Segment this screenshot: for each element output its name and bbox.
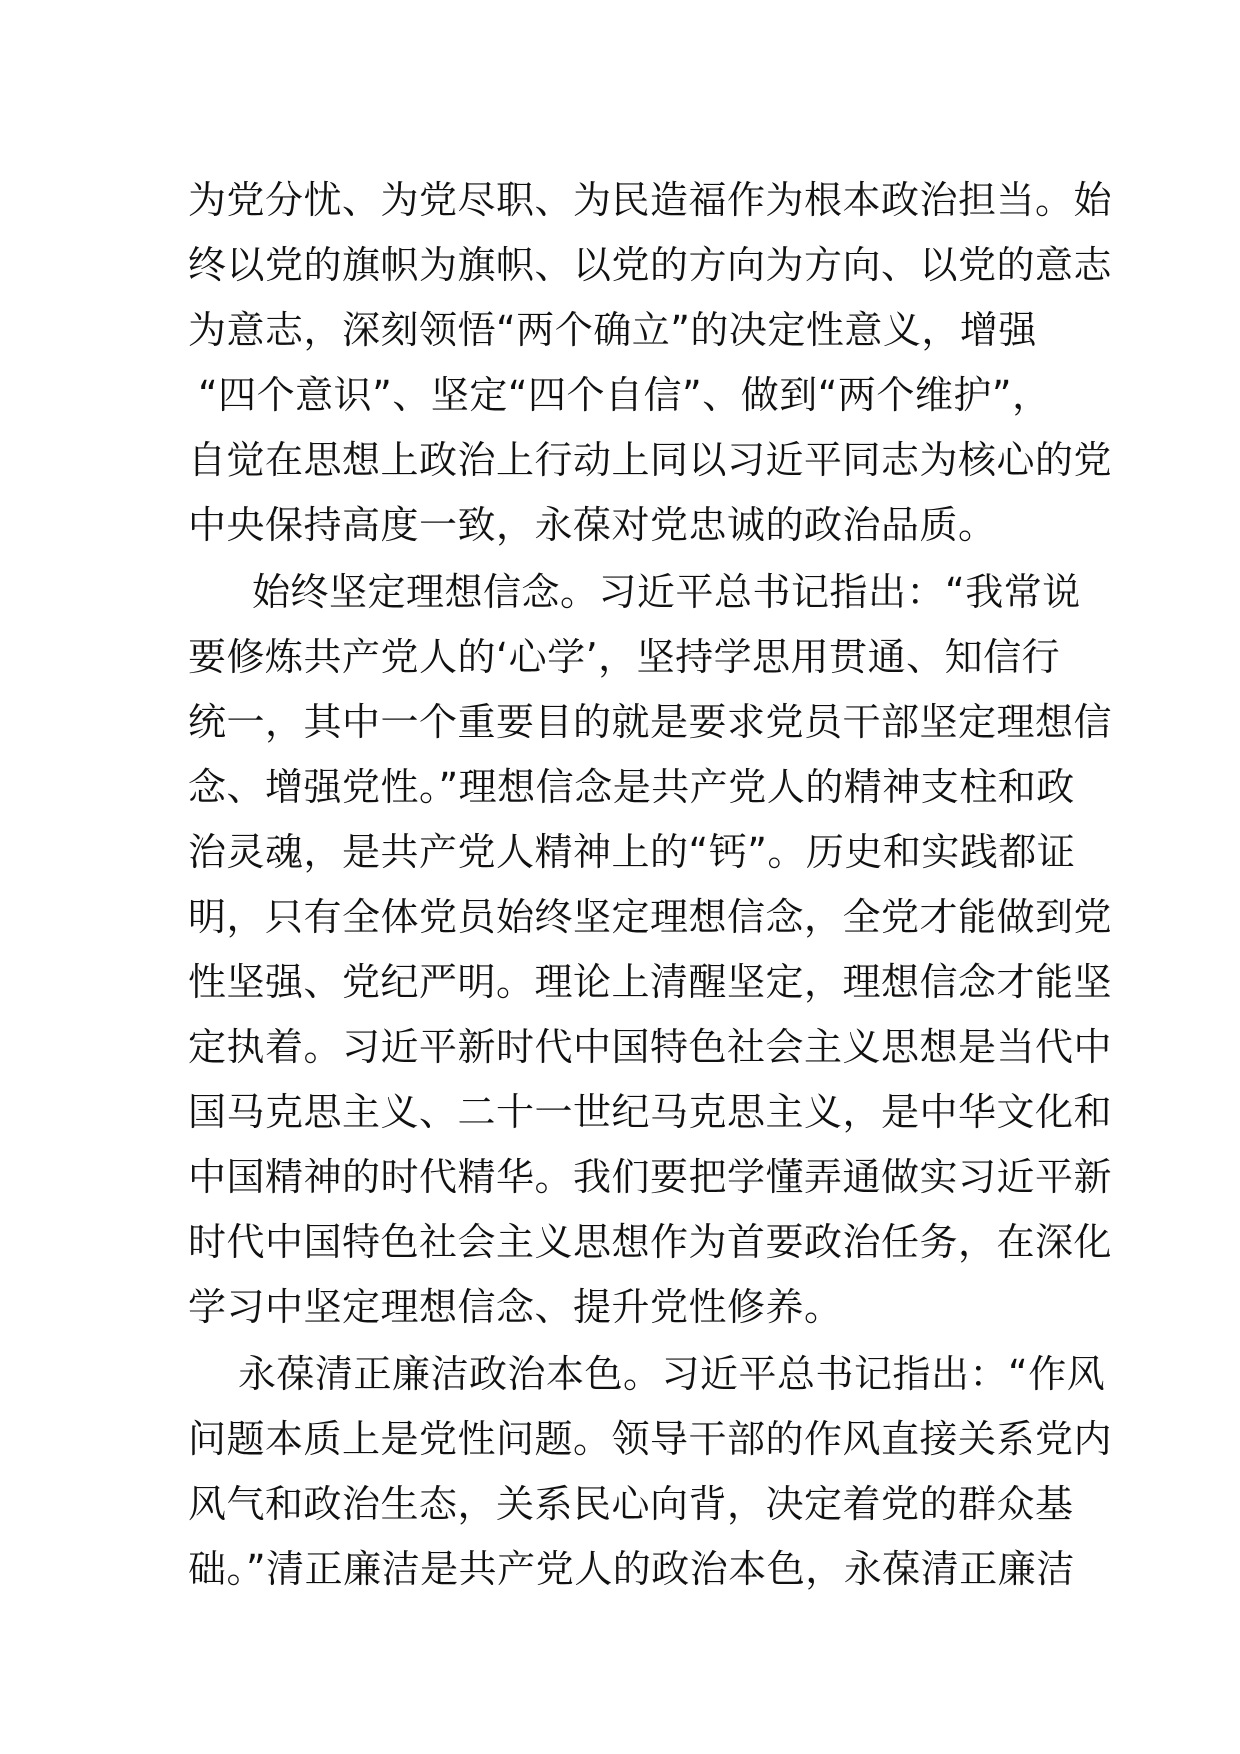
- text-line: 中国精神的时代精华。我们要把学懂弄通做实习近平新: [188, 1155, 1113, 1199]
- text-line: 时代中国特色社会主义思想作为首要政治任务，在深化: [188, 1220, 1113, 1264]
- text-line: 统一，其中一个重要目的就是要求党员干部坚定理想信: [188, 700, 1113, 744]
- text-line: 学习中坚定理想信念、提升党性修养。: [188, 1285, 843, 1329]
- text-line: 中央保持高度一致，永葆对党忠诚的政治品质。: [188, 503, 997, 547]
- text-line: 为党分忧、为党尽职、为民造福作为根本政治担当。始: [188, 178, 1113, 222]
- paragraph-heading-line: 永葆清正廉洁政治本色。习近平总书记指出：“作风: [238, 1352, 1106, 1396]
- text-line: 国马克思主义、二十一世纪马克思主义，是中华文化和: [188, 1090, 1113, 1134]
- text-line: 为意志，深刻领悟“两个确立”的决定性意义，增强: [188, 308, 1037, 352]
- text-line: 础。”清正廉洁是共产党人的政治本色，永葆清正廉洁: [188, 1547, 1075, 1591]
- text-line: 要修炼共产党人的‘心学’，坚持学思用贯通、知信行: [188, 635, 1061, 679]
- text-line: 念、增强党性。”理想信念是共产党人的精神支柱和政: [188, 765, 1075, 809]
- text-line: 风气和政治生态，关系民心向背，决定着党的群众基: [188, 1482, 1074, 1526]
- text-line: 定执着。习近平新时代中国特色社会主义思想是当代中: [188, 1025, 1113, 1069]
- text-line: 性坚强、党纪严明。理论上清醒坚定，理想信念才能坚: [188, 960, 1113, 1004]
- text-line: 自觉在思想上政治上行动上同以习近平同志为核心的党: [188, 438, 1113, 482]
- paragraph-heading-line: 始终坚定理想信念。习近平总书记指出：“我常说: [252, 570, 1081, 614]
- text-line: “四个意识”、坚定“四个自信”、做到“两个维护”，: [198, 373, 1051, 417]
- text-line: 治灵魂，是共产党人精神上的“钙”。历史和实践都证: [188, 830, 1076, 874]
- text-line: 终以党的旗帜为旗帜、以党的方向为方向、以党的意志: [188, 243, 1113, 287]
- text-line: 问题本质上是党性问题。领导干部的作风直接关系党内: [188, 1417, 1113, 1461]
- text-line: 明，只有全体党员始终坚定理想信念，全党才能做到党: [188, 895, 1113, 939]
